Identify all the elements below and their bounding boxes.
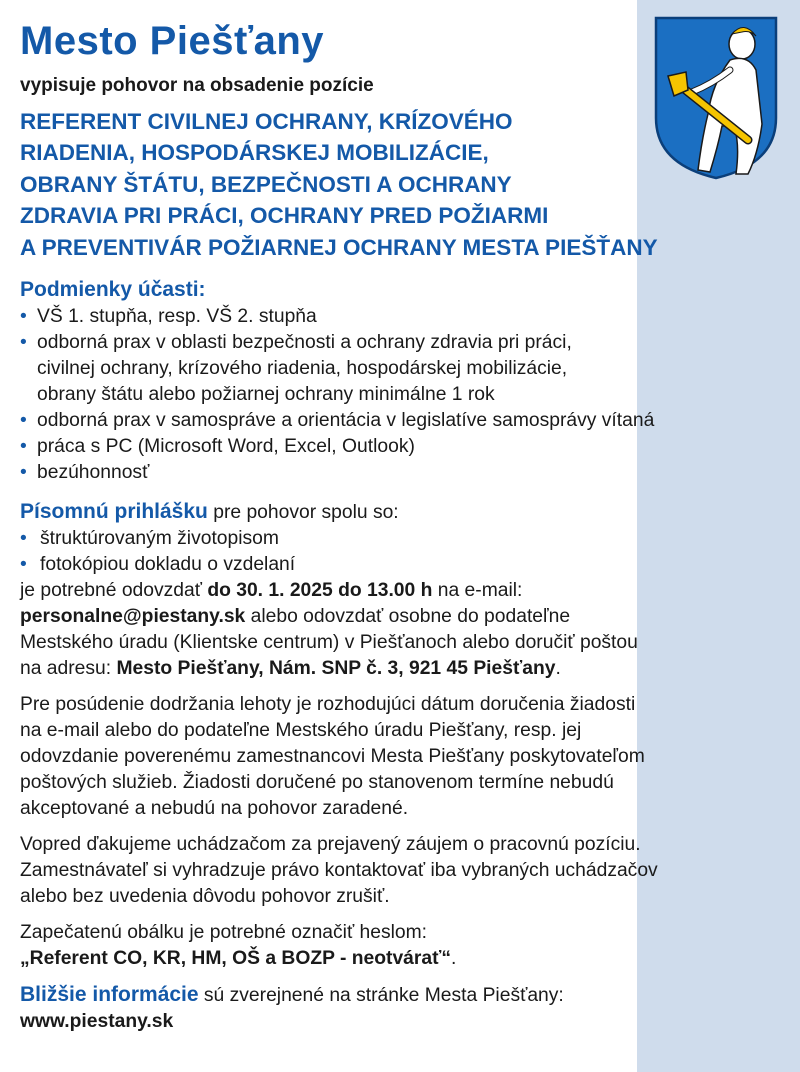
- position-line: A PREVENTIVÁR POŽIARNEJ OCHRANY MESTA PIEŠŤANY: [20, 234, 658, 260]
- position-line: REFERENT CIVILNEJ OCHRANY, KRÍZOVÉHO: [20, 109, 513, 134]
- deadline-line: je potrebné odovzdať do 30. 1. 2025 do 13.00 h na e-mail:: [20, 580, 523, 602]
- email-line: personalne@piestany.sk alebo odovzdať osobne do podateľne: [20, 606, 571, 628]
- list-item: • odborná prax v samospráve a orientácia v legislatíve samosprávy vítaná: [20, 408, 790, 434]
- position-line: OBRANY ŠTÁTU, BEZPEČNOSTI A OCHRANY: [20, 171, 512, 197]
- conditions-list: [20, 304, 790, 486]
- info-section: Bližšie informácie sú zverejnené na stránke Mesta Piešťany: www.piestany.sk: [20, 983, 564, 1033]
- page-title: Mesto Piešťany: [20, 19, 325, 63]
- list-item: • fotokópiou dokladu o vzdelaní: [20, 552, 790, 578]
- application-heading-line: Písomnú prihlášku pre pohovor spolu so:: [20, 500, 399, 524]
- address: Mesto Piešťany, Nám. SNP č. 3, 921 45 Piešťany: [116, 658, 556, 680]
- position-line: ZDRAVIA PRI PRÁCI, OCHRANY PRED POŽIARMI: [20, 203, 549, 229]
- position-line: RIADENIA, HOSPODÁRSKEJ MOBILIZÁCIE,: [20, 140, 489, 166]
- envelope-note: Zapečatenú obálku je potrebné označiť heslom: „Referent CO, KR, HM, OŠ a BOZP - neotvárať“.: [20, 922, 457, 970]
- website-link[interactable]: www.piestany.sk: [20, 1011, 174, 1033]
- email-link[interactable]: personalne@piestany.sk: [20, 606, 246, 628]
- list-item: • odborná prax v oblasti bezpečnosti a ochrany zdravia pri práci, civilnej ochrany, krízového riadenia, hospodárskej mobilizácie, obrany štátu alebo požiarnej ochrany minimálne 1 rok: [20, 330, 790, 408]
- thanks-note: Vopred ďakujeme uchádzačom za prejavený záujem o pracovnú pozíciu. Zamestnávateľ si vyhradzuje právo kontaktovať iba vybraných uchádzačov alebo bez uvedenia dôvodu pohovor zrušiť.: [20, 834, 658, 908]
- list-item: • VŠ 1. stupňa, resp. VŠ 2. stupňa: [20, 304, 790, 330]
- attachments-list: [20, 526, 790, 578]
- list-item: • bezúhonnosť: [20, 460, 790, 486]
- envelope-password: „Referent CO, KR, HM, OŠ a BOZP - neotvárať“: [20, 948, 452, 970]
- office-line: Mestského úradu (Klientske centrum) v Piešťanoch alebo doručiť poštou: [20, 632, 638, 654]
- deadline-note: Pre posúdenie dodržania lehoty je rozhodujúci dátum doručenia žiadosti na e-mail alebo do podateľne Mestského úradu Piešťany, resp. jej odovzdanie poverenému zamestnancovi Mesta Piešťany poskytovateľom poštových služieb. Žiadosti doručené po stanovenom termíne nebudú akceptované a nebudú na pohovor zaradené.: [20, 694, 645, 820]
- info-heading: Bližšie informácie: [20, 983, 199, 1007]
- subtitle: vypisuje pohovor na obsadenie pozície: [20, 75, 374, 96]
- document: [20, 18, 790, 1035]
- position-title: [20, 106, 790, 263]
- conditions-heading: Podmienky účasti:: [20, 278, 206, 302]
- deadline: do 30. 1. 2025 do 13.00 h: [207, 580, 433, 602]
- list-item: • štruktúrovaným životopisom: [20, 526, 790, 552]
- address-line: na adresu: Mesto Piešťany, Nám. SNP č. 3, 921 45 Piešťany.: [20, 658, 561, 680]
- list-item: • práca s PC (Microsoft Word, Excel, Outlook): [20, 434, 790, 460]
- application-heading: Písomnú prihlášku: [20, 500, 208, 524]
